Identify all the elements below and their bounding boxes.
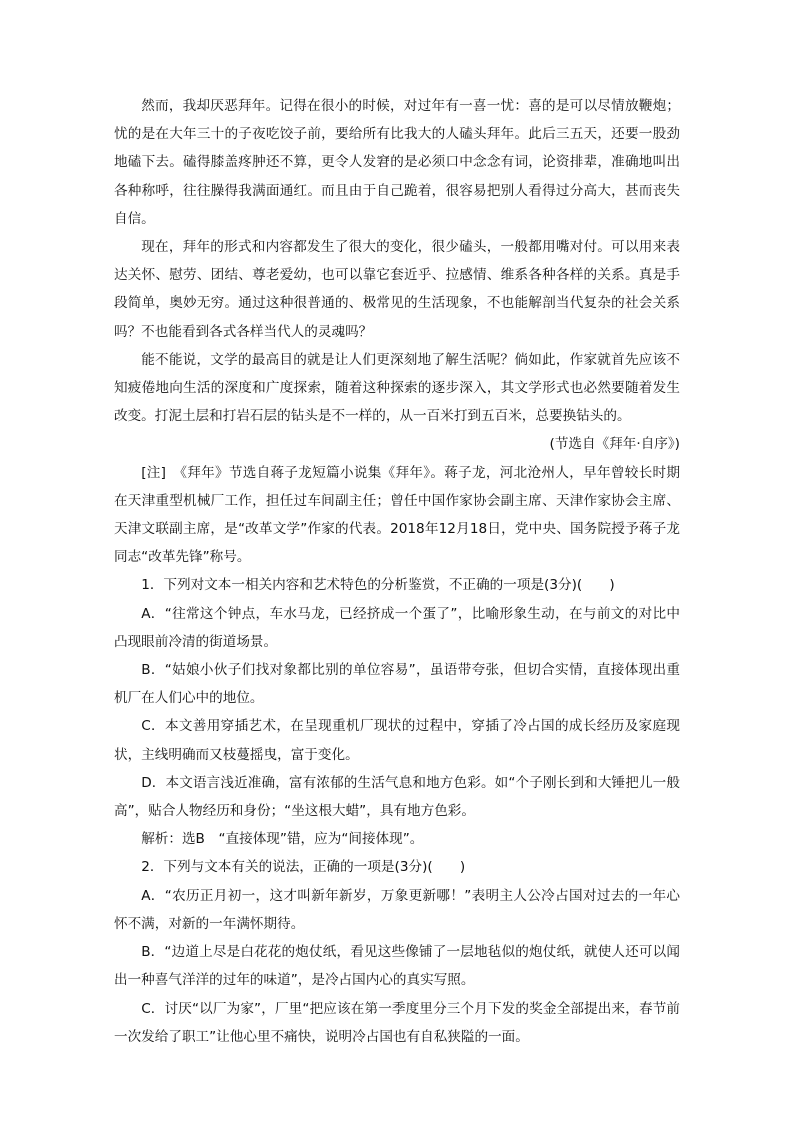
question-1-option-b: B．“姑娘小伙子们找对象都比别的单位容易”，虽语带夸张，但切合实情，直接体现出重机厂在人们心中的地位。 [114,662,680,707]
question-1-option-c: C．本文善用穿插艺术，在呈现重机厂现状的过程中，穿插了冷占国的成长经历及家庭现状，主线明确而又枝蔓摇曳，富于变化。 [114,718,680,763]
question-2-option-c: C．讨厌“以厂为家”，厂里“把应该在第一季度里分三个月下发的奖金全部提出来，春节前一次发给了职工”让他心里不痛快，说明冷占国也有自私狭隘的一面。 [114,1000,680,1045]
paragraph-greeting-changes: 现在，拜年的形式和内容都发生了很大的变化，很少磕头，一般都用嘴对付。可以用来表达关怀、慰劳、团结、尊老爱幼，也可以靠它套近乎、拉感情、维系各种各样的关系。真是手段简单，奥妙无穷。通过这种很普通的、极常见的生活现象，不也能解剖当代复杂的社会关系吗？不也能看到各式各样当代人的灵魂吗？ [114,239,680,340]
question-2-stem: 2．下列与文本有关的说法，正确的一项是(3分)( ) [141,859,466,876]
question-2-option-a: A．“农历正月初一，这才叫新年新岁，万象更新哪！”表明主人公冷占国对过去的一年心怀不满，对新的一年满怀期待。 [114,887,680,932]
question-1-option-a: A．“往常这个钟点，车水马龙，已经挤成一个蛋了”，比喻形象生动，在与前文的对比中凸现眼前冷清的街道场景。 [114,605,680,650]
excerpt-source: (节选自《拜年·自序》) [549,436,680,453]
document-page [114,92,680,1051]
question-1-option-d: D．本文语言浅近准确，富有浓郁的生活气息和地方色彩。如“个子刚长到和大锤把儿一般高”，贴合人物经历和身份；“坐这根大蜡”，具有地方色彩。 [114,774,680,820]
question-1-answer: 解析：选B “直接体现”错，应为“间接体现”。 [141,831,424,848]
author-note: [注] 《拜年》节选自蒋子龙短篇小说集《拜年》。蒋子龙，河北沧州人，早年曾较长时期在天津重型机械厂工作，担任过车间副主任；曾任中国作家协会副主席、天津作家协会主席、天津文联副主席，是“改革文学”作家的代表。2018年12月18日，党中央、国务院授予蒋子龙同志“改革先锋”称号。 [114,464,680,566]
question-2-option-b: B．“边道上尽是白花花的炮仗纸，看见这些像铺了一层地毡似的炮仗纸，就使人还可以闻出一种喜气洋洋的过年的味道”，是冷占国内心的真实写照。 [114,944,680,989]
paragraph-dislike-new-year-greeting: 然而，我却厌恶拜年。记得在很小的时候，对过年有一喜一忧：喜的是可以尽情放鞭炮；忧的是在大年三十的子夜吃饺子前，要给所有比我大的人磕头拜年。此后三五天，还要一股劲地磕下去。磕得膝盖疼肿还不算，更令人发窘的是必须口中念念有词，论资排辈，准确地叫出各种称呼，往往臊得我满面通红。而且由于自己跪着，很容易把别人看得过分高大，甚而丧失自信。 [114,98,680,227]
question-1-stem: 1．下列对文本一相关内容和艺术特色的分析鉴赏，不正确的一项是(3分)( ) [141,577,615,594]
paragraph-literature-purpose: 能不能说，文学的最高目的就是让人们更深刻地了解生活呢？倘如此，作家就首先应该不知疲倦地向生活的深度和广度探索，随着这种探索的逐步深入，其文学形式也必然要随着发生改变。打泥土层和打岩石层的钻头是不一样的，从一百米打到五百米，总要换钻头的。 [114,351,680,425]
